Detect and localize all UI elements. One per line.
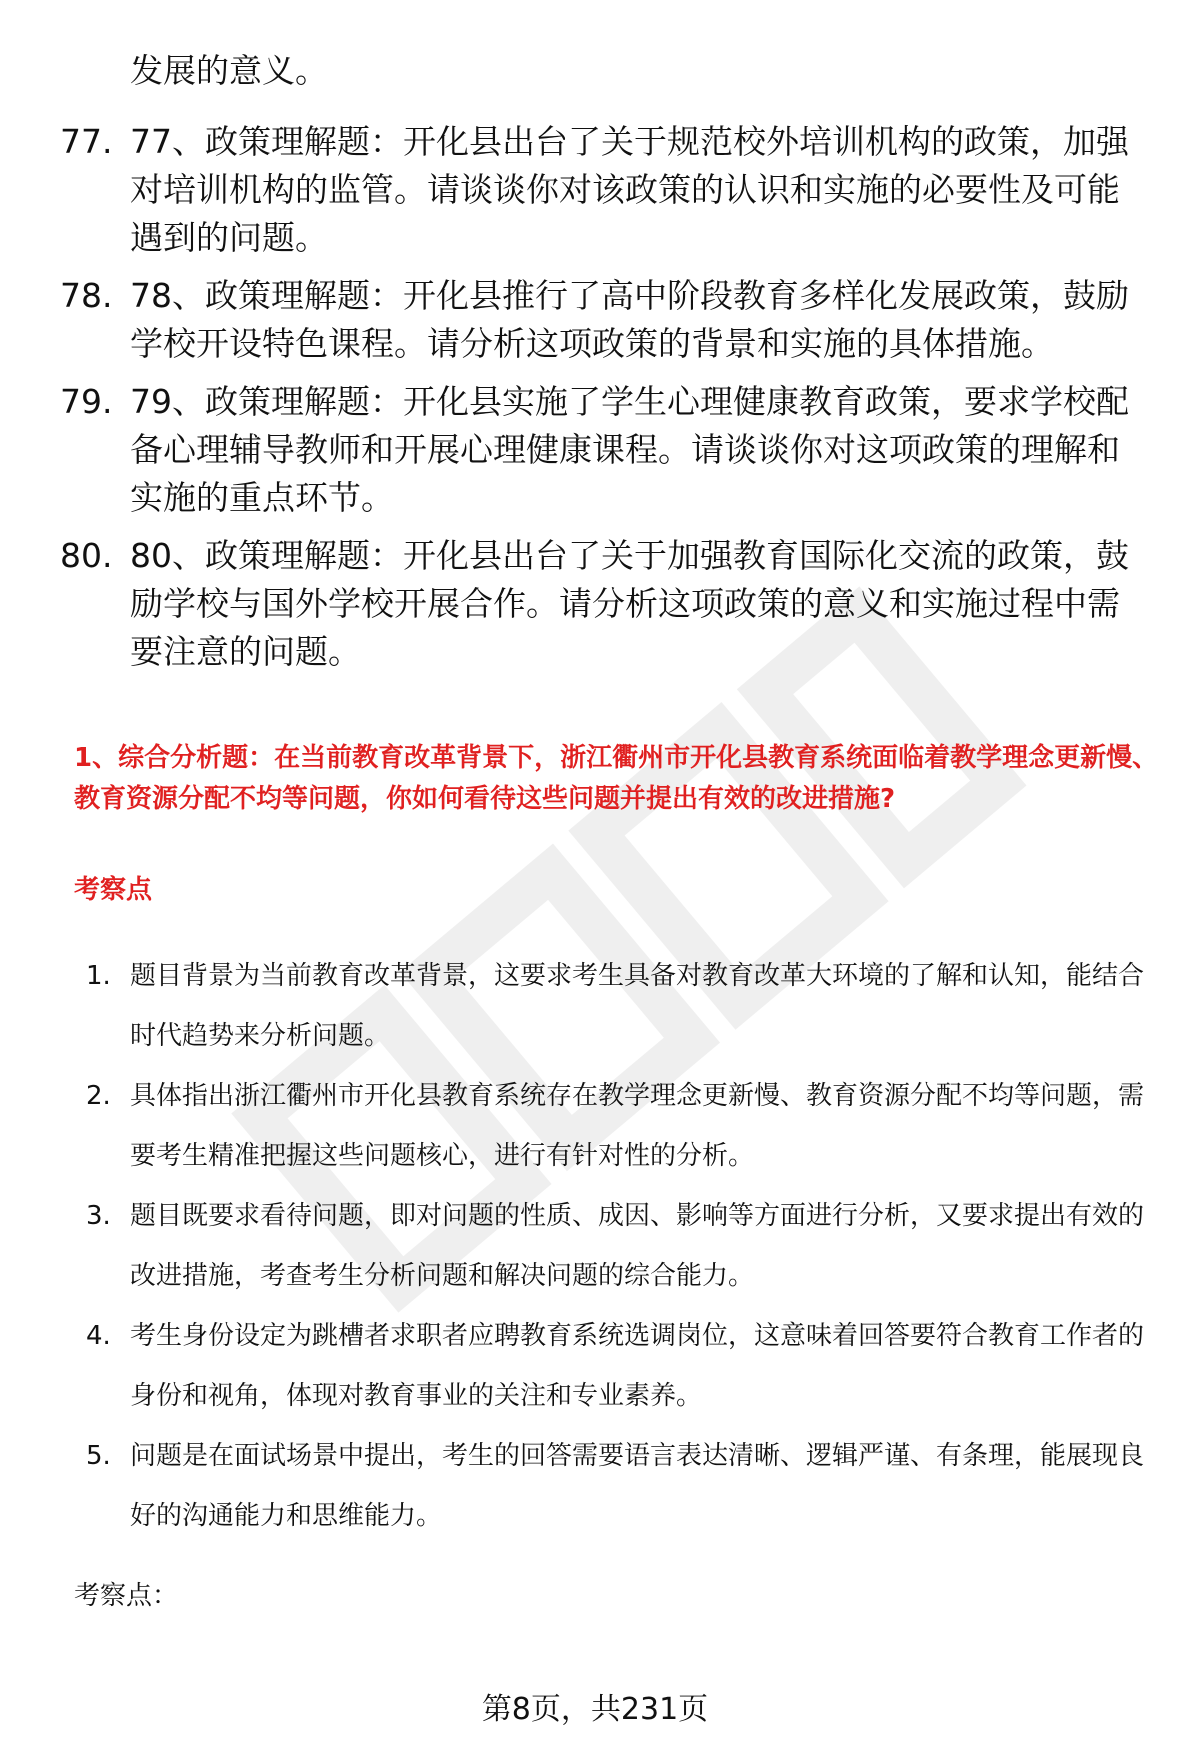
section-subheading: 考察点 — [74, 875, 153, 905]
list-item — [86, 1306, 1156, 1426]
page-number: 第8页，共231页 — [481, 1692, 709, 1727]
list-item — [86, 1066, 1156, 1186]
item-text: 题目既要求看待问题，即对问题的性质、成因、影响等方面进行分析，又要求提出有效的改进措施，考查考生分析问题和解决问题的综合能力。 — [130, 1201, 1145, 1291]
item-number: 2. — [86, 1081, 111, 1111]
item-text: 78、政策理解题：开化县推行了高中阶段教育多样化发展政策，鼓励学校开设特色课程。请分析这项政策的背景和实施的具体措施。 — [130, 276, 1129, 363]
item-number: 4. — [86, 1321, 111, 1351]
list-item — [86, 946, 1156, 1066]
item-text: 题目背景为当前教育改革背景，这要求考生具备对教育改革大环境的了解和认知，能结合时代趋势来分析问题。 — [130, 961, 1145, 1051]
list-item — [86, 1186, 1156, 1306]
item-number: 5. — [86, 1441, 111, 1471]
list-item — [60, 272, 1150, 368]
item-number: 78. — [60, 276, 113, 315]
footer-label: 考察点： — [74, 1581, 179, 1611]
item-number: 77. — [60, 122, 113, 161]
list-item — [60, 532, 1150, 676]
list-item — [86, 1426, 1156, 1546]
question-list — [60, 118, 1150, 686]
item-number: 3. — [86, 1201, 111, 1231]
list-item — [60, 118, 1150, 262]
item-text: 77、政策理解题：开化县出台了关于规范校外培训机构的政策，加强对培训机构的监管。请谈谈你对该政策的认识和实施的必要性及可能遇到的问题。 — [130, 122, 1129, 257]
continuation-text: 发展的意义。 — [130, 51, 328, 90]
item-number: 80. — [60, 536, 113, 575]
item-text: 80、政策理解题：开化县出台了关于加强教育国际化交流的政策，鼓励学校与国外学校开展合作。请分析这项政策的意义和实施过程中需要注意的问题。 — [130, 536, 1129, 671]
item-number: 1. — [86, 961, 111, 991]
section-heading: 1、综合分析题：在当前教育改革背景下，浙江衢州市开化县教育系统面临着教学理念更新慢、教育资源分配不均等问题，你如何看待这些问题并提出有效的改进措施? — [74, 743, 1159, 814]
item-text: 问题是在面试场景中提出，考生的回答需要语言表达清晰、逻辑严谨、有条理，能展现良好的沟通能力和思维能力。 — [130, 1441, 1145, 1531]
list-item — [60, 378, 1150, 522]
point-list — [86, 946, 1156, 1546]
item-number: 79. — [60, 382, 113, 421]
item-text: 79、政策理解题：开化县实施了学生心理健康教育政策，要求学校配备心理辅导教师和开展心理健康课程。请谈谈你对这项政策的理解和实施的重点环节。 — [130, 382, 1129, 517]
item-text: 具体指出浙江衢州市开化县教育系统存在教学理念更新慢、教育资源分配不均等问题，需要考生精准把握这些问题核心，进行有针对性的分析。 — [130, 1081, 1145, 1171]
item-text: 考生身份设定为跳槽者求职者应聘教育系统选调岗位，这意味着回答要符合教育工作者的身份和视角，体现对教育事业的关注和专业素养。 — [130, 1321, 1145, 1411]
